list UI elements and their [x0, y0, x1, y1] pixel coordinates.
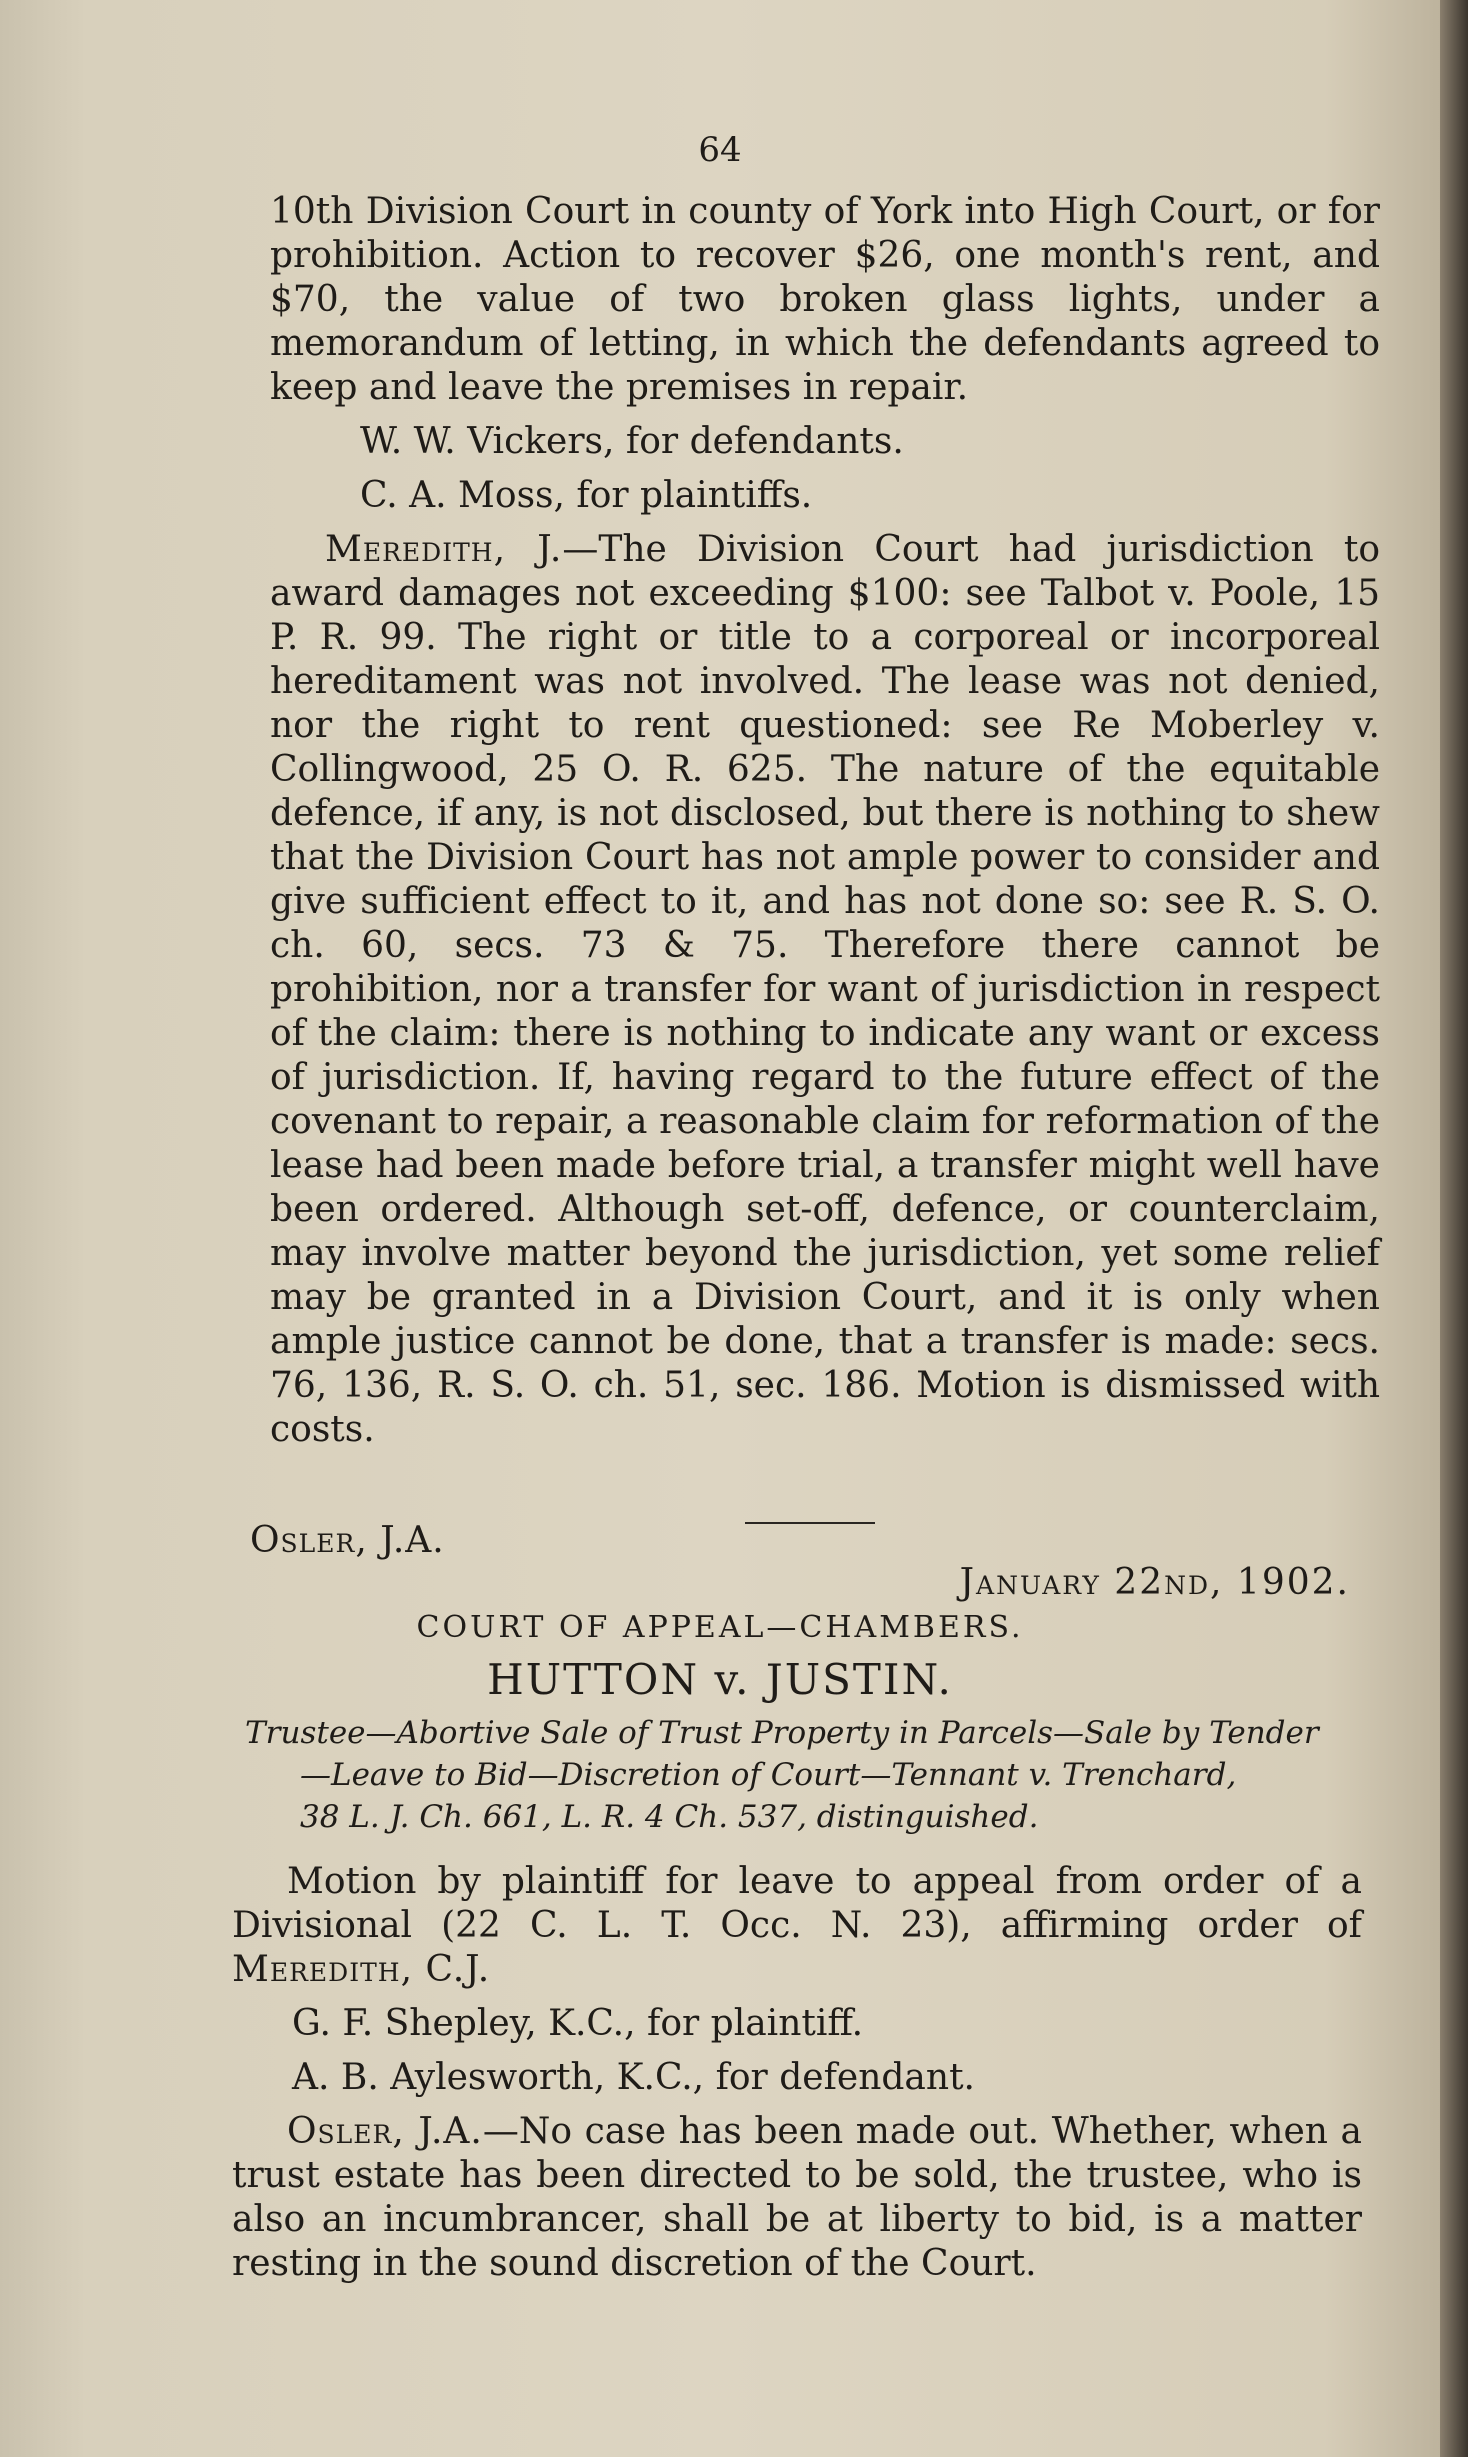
section-divider	[745, 1522, 875, 1524]
meredith-opinion-text: —The Division Court had jurisdiction to award damages not exceeding $100: see Talbot v. Poole, 15 P. R. 99. The right or title to a corporeal or incorporeal hereditament was not involved. The lease was not denied, nor the right to rent questioned: see Re Moberley v. Collingwood, 25 O. R. 625. The nature of the equitable defence, if any, is not disclosed, but there is nothing to shew that the Division Court has not ample power to consider and give sufficient effect to it, and has not done so: see R. S. O. ch. 60, secs. 73 & 75. Therefore there cannot be prohibition, nor a transfer for want of jurisdiction in respect of the claim: there is nothing to indicate any want or excess of jurisdiction. If, having regard to the future effect of the covenant to repair, a reasonable claim for reformation of the lease had been made before trial, a transfer might well have been ordered. Although set-off, defence, or counterclaim, may involve matter beyond the jurisdiction, yet some relief may be granted in a Division Court, and it is only when ample justice cannot be done, that a transfer is made: secs. 76, 136, R. S. O. ch. 51, sec. 186. Motion is dismissed with costs.	[270, 529, 1380, 1450]
motion-text: Motion by plaintiff for leave to appeal from order of a Divisional (22 C. L. T. Occ. N. 23), affirming order of	[232, 1861, 1362, 1946]
page-edge-shadow	[1440, 0, 1468, 2457]
first-case-body	[270, 190, 1380, 1462]
second-case-date: January 22nd, 1902.	[959, 1562, 1350, 1603]
counsel-defendant: A. B. Aylesworth, K.C., for defendant.	[292, 2057, 975, 2098]
meredith-judge-name: Meredith, J.	[325, 529, 563, 570]
headnote-line: Trustee—Abortive Sale of Trust Property in Parcels—Sale by Tender	[245, 1715, 1319, 1751]
osler-opinion-paragraph	[232, 2110, 1362, 2286]
second-case-body	[232, 1860, 1362, 2296]
osler-judge-name: Osler, J.A.	[287, 2111, 483, 2152]
counsel-plaintiffs: C. A. Moss, for plaintiffs.	[360, 475, 813, 516]
counsel-plaintiff: G. F. Shepley, K.C., for plaintiff.	[292, 2003, 864, 2044]
motion-paragraph	[232, 1860, 1362, 1992]
page-number: 64	[698, 130, 742, 170]
court-name: COURT OF APPEAL—CHAMBERS.	[416, 1610, 1024, 1645]
case-title: HUTTON v. JUSTIN.	[487, 1655, 953, 1704]
headnote-line: 38 L. J. Ch. 661, L. R. 4 Ch. 537, distinguished.	[300, 1799, 1039, 1835]
headnote	[245, 1712, 1365, 1838]
opening-paragraph: 10th Division Court in county of York into High Court, or for prohibition. Action to recover $26, one month's rent, and $70, the value of two broken glass lights, under a memorandum of letting, in which the defendants agreed to keep and leave the premises in repair.	[270, 191, 1380, 408]
headnote-line: —Leave to Bid—Discretion of Court—Tennant v. Trenchard,	[300, 1757, 1237, 1793]
second-case-judge: Osler, J.A.	[250, 1520, 445, 1561]
meredith-opinion-paragraph	[270, 528, 1380, 1452]
motion-judge-name: Meredith, C.J.	[232, 1949, 491, 1990]
counsel-defendants: W. W. Vickers, for defendants.	[360, 421, 904, 462]
osler-opinion-text: —No case has been made out. Whether, when a trust estate has been directed to be sold, the trustee, who is also an incumbrancer, shall be at liberty to bid, is a matter resting in the sound discretion of the Court.	[232, 2111, 1362, 2284]
